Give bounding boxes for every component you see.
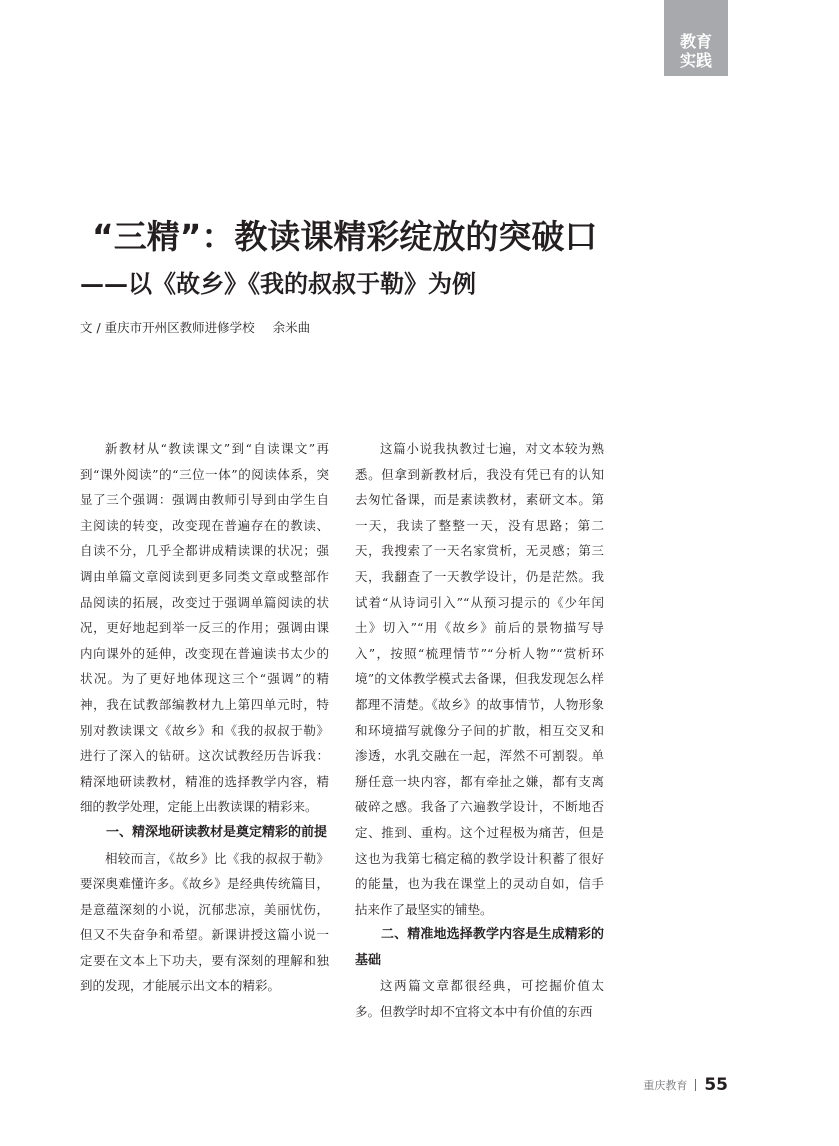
left-column <box>80 436 329 999</box>
byline-affiliation: 文 / 重庆市开州区教师进修学校 <box>80 320 255 335</box>
article-subtitle: ——以《故乡》《我的叔叔于勒》为例 <box>80 269 476 298</box>
section-tab-line2: 实践 <box>679 51 712 70</box>
left-paragraph-1: 新教材从“教读课文”到“自读课文”再到“课外阅读”的“三位一体”的阅读体系，突显了三个强调：强调由教师引导到由学生自主阅读的转变，改变现在普遍存在的教读、自读不分，几乎全都讲成精读课的状况；强调由单篇文章阅读到更多同类文章或整部作品阅读的拓展，改变过于强调单篇阅读的状况，更好地起到举一反三的作用；强调由课内向课外的延伸，改变现在普遍读书太少的状况。为了更好地体现这三个“强调”的精神，我在试教部编教材九上第四单元时，特别对教读课文《故乡》和《我的叔叔于勒》进行了深入的钻研。这次试教经历告诉我：精深地研读教材，精准的选择教学内容，精细的教学处理，定能上出教读课的精彩来。 <box>80 441 329 815</box>
byline <box>80 318 310 338</box>
footer-divider <box>695 1079 696 1091</box>
article-title: “三精”：教读课精彩绽放的突破口 <box>92 217 598 256</box>
magazine-name: 重庆教育 <box>643 1079 688 1092</box>
page-number: 55 <box>704 1075 728 1095</box>
section-heading-1: 一、精深地研读教材是奠定精彩的前提 <box>106 824 328 840</box>
section-tab-line1: 教育 <box>679 32 712 51</box>
section-heading-2: 二、精准地选择教学内容是生成精彩的基础 <box>355 927 604 968</box>
right-column <box>355 436 604 1025</box>
byline-author: 余米曲 <box>272 320 311 335</box>
section-tab <box>664 0 728 76</box>
left-paragraph-2: 相较而言，《故乡》比《我的叔叔于勒》要深奥难懂许多。《故乡》是经典传统篇目，是意蕴深刻的小说，沉郁悲凉，美丽忧伤，但又不失奋争和希望。新课讲授这篇小说一定要在文本上下功夫，要有深刻的理解和独到的发现，才能展示出文本的精彩。 <box>80 850 329 994</box>
right-paragraph-1: 这篇小说我执教过七遍，对文本较为熟悉。但拿到新教材后，我没有凭已有的认知去匆忙备课，而是素读教材，素研文本。第一天，我读了整整一天，没有思路；第二天，我搜索了一天名家赏析，无灵感；第三天，我翻查了一天教学设计，仍是茫然。我试着“从诗词引入”“从预习提示的《少年闰土》切入”“用《故乡》前后的景物描写导入”，按照“梳理情节”“分析人物”“赏析环境”的文体教学模式去备课，但我发现怎么样都理不清楚。《故乡》的故事情节，人物形象和环境描写就像分子间的扩散，相互交叉和渗透，水乳交融在一起，浑然不可割裂。单掰任意一块内容，都有牵扯之嫌，都有支离破碎之感。我备了六遍教学设计，不断地否定、推到、重构。这个过程极为痛苦，但是这也为我第七稿定稿的教学设计积蓄了很好的能量，也为我在课堂上的灵动自如，信手拈来作了最坚实的铺垫。 <box>355 441 604 917</box>
page-footer <box>643 1075 728 1095</box>
right-paragraph-2: 这两篇文章都很经典，可挖掘价值太多。但教学时却不宜将文本中有价值的东西 <box>355 978 604 1020</box>
